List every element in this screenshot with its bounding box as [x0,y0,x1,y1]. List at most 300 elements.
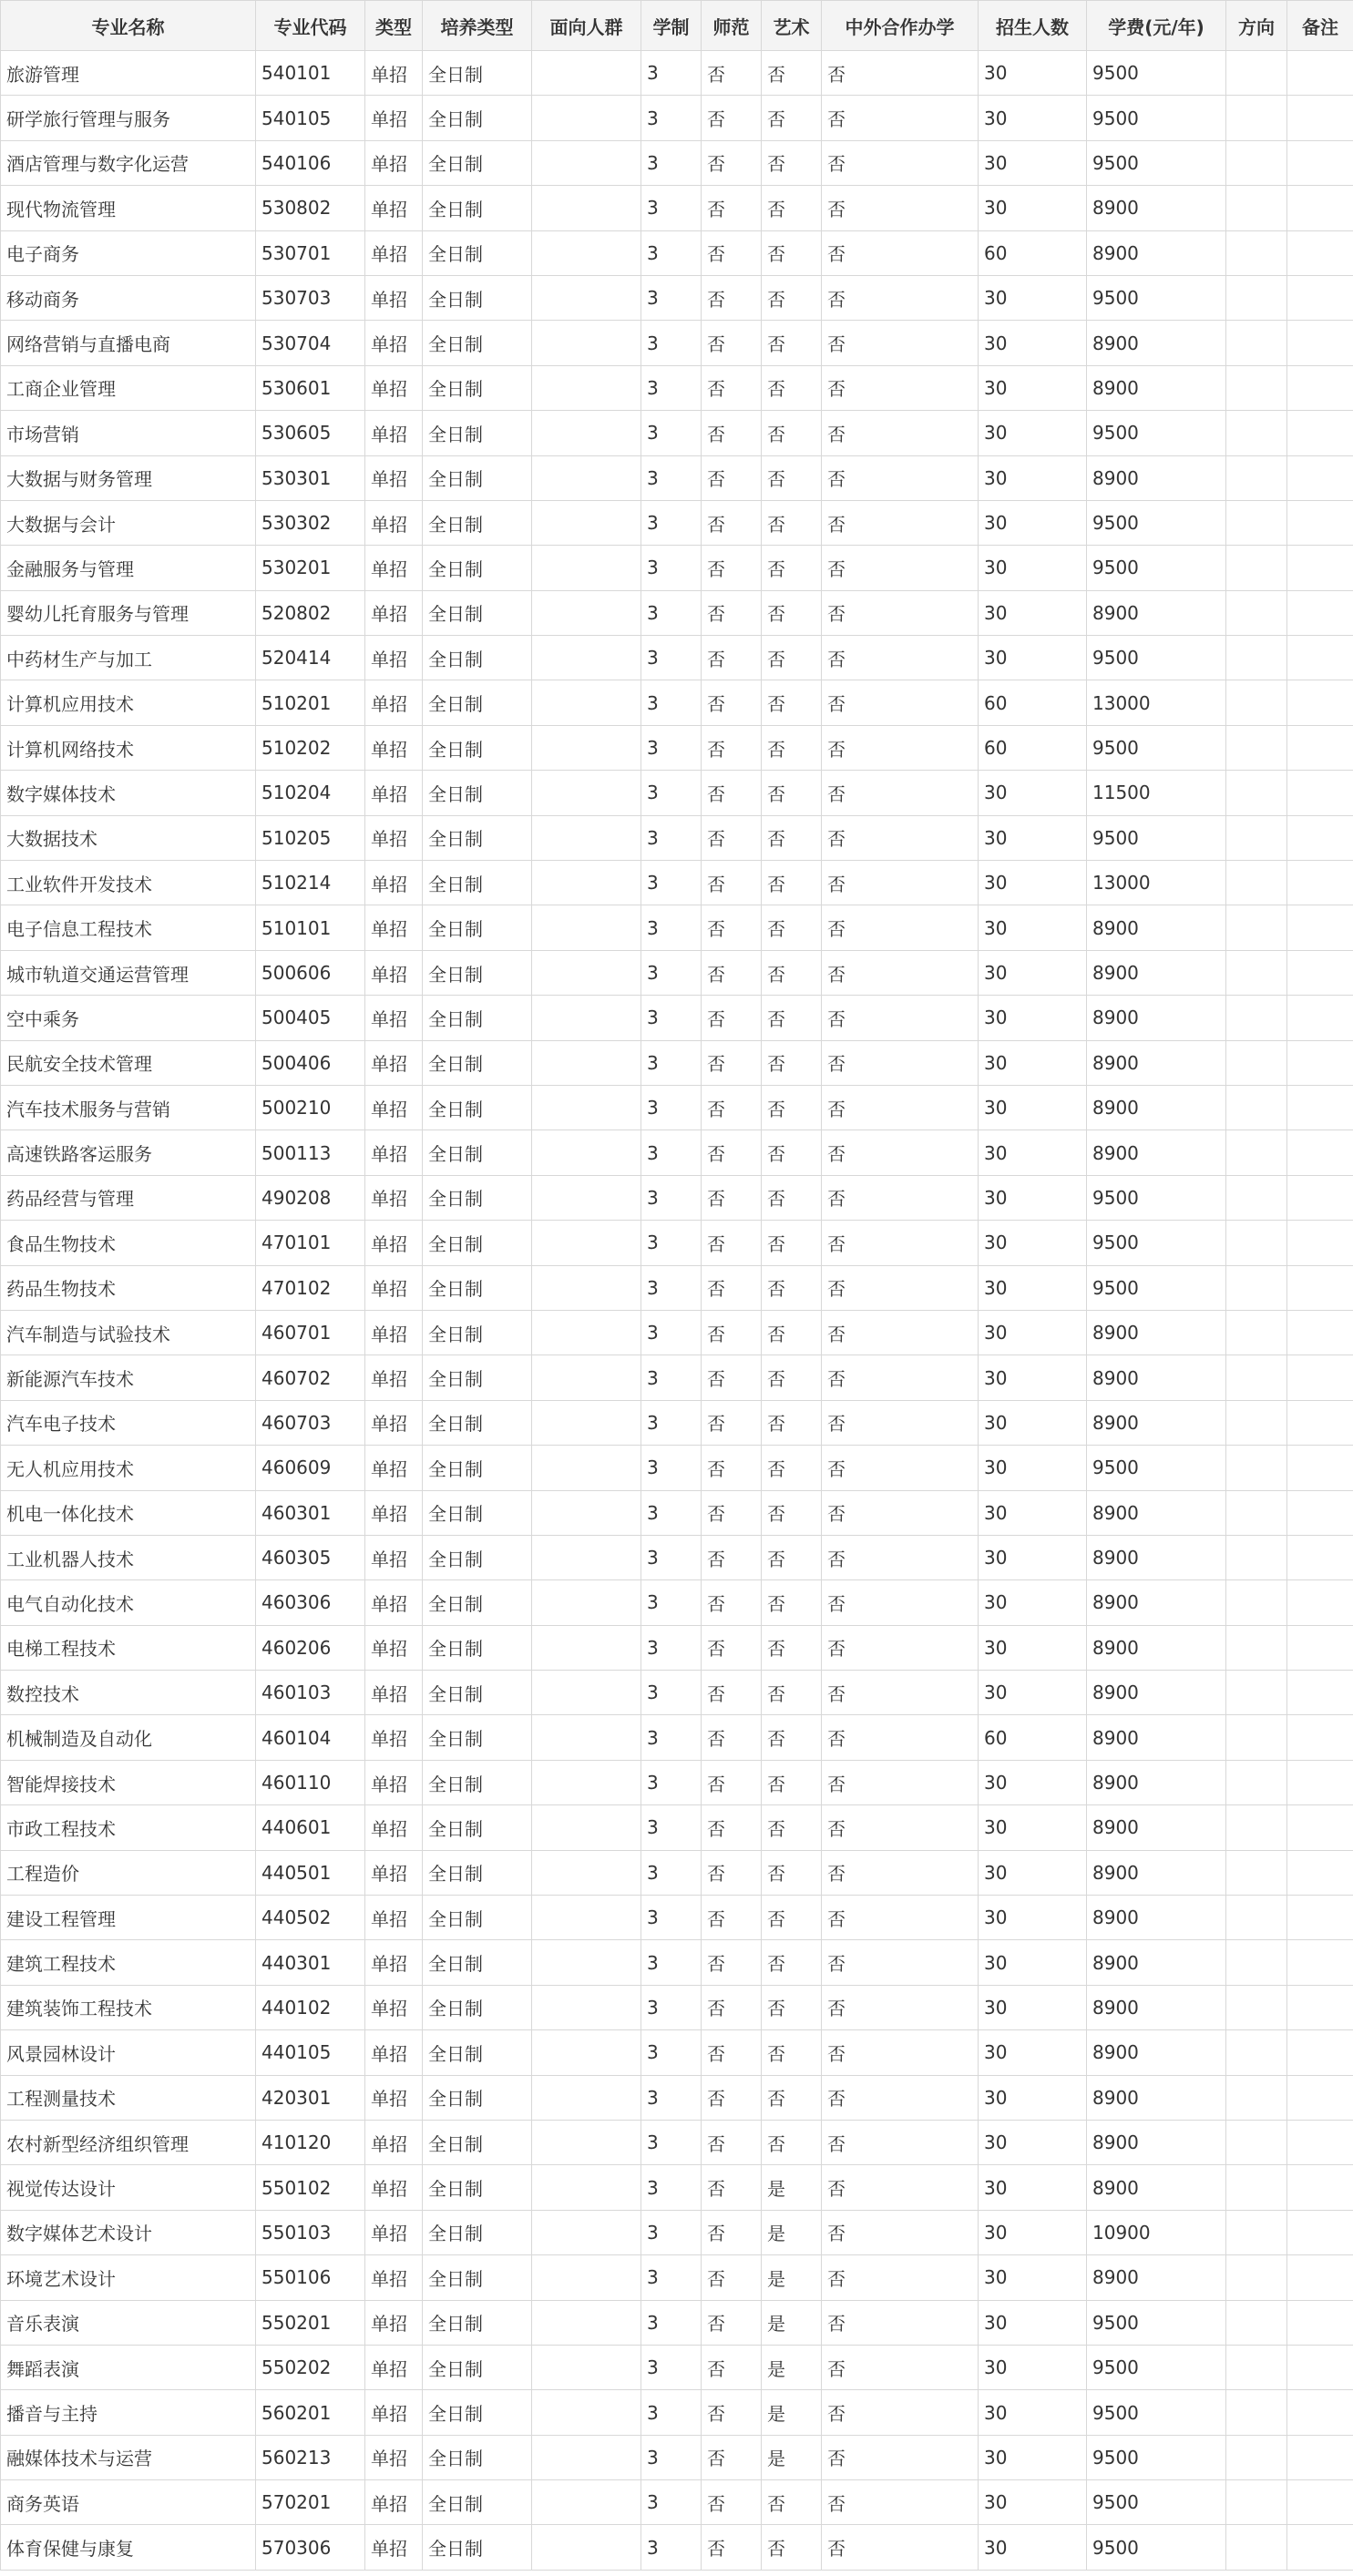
cell-duration: 3 [641,1715,702,1760]
cell-type: 单招 [365,725,423,770]
cell-remarks [1287,1850,1353,1895]
table-row [1,1400,1353,1445]
cell-joint-program: 否 [822,1760,979,1804]
cell-direction [1226,186,1287,230]
cell-art: 否 [762,1085,822,1130]
cell-art: 否 [762,1535,822,1579]
header-enrollment: 招生人数 [979,1,1087,51]
cell-direction [1226,1896,1287,1940]
cell-direction [1226,140,1287,185]
cell-tuition: 8900 [1087,1130,1226,1175]
cell-training-type: 全日制 [423,1850,532,1895]
cell-tuition: 9500 [1087,2435,1226,2479]
cell-training-type: 全日制 [423,1310,532,1354]
cell-remarks [1287,1760,1353,1804]
cell-joint-program: 否 [822,230,979,275]
cell-tuition: 9500 [1087,275,1226,320]
cell-duration: 3 [641,186,702,230]
cell-tuition: 8900 [1087,2255,1226,2300]
cell-art: 否 [762,590,822,635]
cell-direction [1226,1130,1287,1175]
cell-duration: 3 [641,2300,702,2345]
cell-type: 单招 [365,1985,423,2029]
table-row [1,2390,1353,2435]
cell-remarks [1287,1535,1353,1579]
cell-training-type: 全日制 [423,140,532,185]
cell-major-code: 460609 [256,1446,365,1490]
cell-remarks [1287,1130,1353,1175]
cell-major-name: 工程造价 [1,1850,256,1895]
cell-target-group [532,186,641,230]
cell-training-type: 全日制 [423,2390,532,2435]
cell-major-code: 530802 [256,186,365,230]
cell-enrollment: 30 [979,51,1087,96]
cell-type: 单招 [365,1850,423,1895]
cell-normal: 否 [702,1535,762,1579]
cell-major-code: 460103 [256,1671,365,1715]
cell-training-type: 全日制 [423,861,532,905]
cell-enrollment: 30 [979,275,1087,320]
cell-major-code: 500406 [256,1040,365,1085]
cell-duration: 3 [641,2345,702,2389]
cell-enrollment: 30 [979,186,1087,230]
header-training-type: 培养类型 [423,1,532,51]
cell-remarks [1287,680,1353,725]
cell-type: 单招 [365,1940,423,1985]
cell-major-name: 商务英语 [1,2480,256,2525]
cell-major-name: 建筑工程技术 [1,1940,256,1985]
cell-direction [1226,2345,1287,2389]
cell-enrollment: 30 [979,1265,1087,1310]
cell-major-code: 530301 [256,455,365,500]
cell-major-name: 体育保健与康复 [1,2525,256,2570]
cell-remarks [1287,1490,1353,1535]
cell-major-code: 550102 [256,2165,365,2210]
cell-type: 单招 [365,2390,423,2435]
cell-type: 单招 [365,2210,423,2254]
cell-joint-program: 否 [822,771,979,815]
cell-enrollment: 30 [979,815,1087,860]
cell-joint-program: 否 [822,950,979,995]
cell-normal: 否 [702,1985,762,2029]
cell-joint-program: 否 [822,1175,979,1220]
cell-major-name: 计算机应用技术 [1,680,256,725]
cell-type: 单招 [365,2300,423,2345]
table-row [1,2210,1353,2254]
cell-normal: 否 [702,861,762,905]
cell-tuition: 9500 [1087,1175,1226,1220]
cell-direction [1226,2480,1287,2525]
cell-major-code: 550103 [256,2210,365,2254]
cell-tuition: 9500 [1087,2300,1226,2345]
cell-art: 否 [762,1671,822,1715]
cell-direction [1226,636,1287,680]
cell-direction [1226,500,1287,545]
cell-training-type: 全日制 [423,2165,532,2210]
cell-direction [1226,1221,1287,1265]
cell-enrollment: 30 [979,2480,1087,2525]
cell-remarks [1287,1355,1353,1400]
cell-training-type: 全日制 [423,1040,532,1085]
cell-tuition: 8900 [1087,1850,1226,1895]
cell-major-code: 550106 [256,2255,365,2300]
cell-target-group [532,1760,641,1804]
cell-major-code: 510204 [256,771,365,815]
cell-target-group [532,321,641,365]
cell-major-name: 工程测量技术 [1,2075,256,2120]
cell-joint-program: 否 [822,1850,979,1895]
cell-major-name: 机械制造及自动化 [1,1715,256,1760]
cell-direction [1226,725,1287,770]
cell-direction [1226,1760,1287,1804]
cell-enrollment: 30 [979,1940,1087,1985]
cell-major-name: 播音与主持 [1,2390,256,2435]
cell-type: 单招 [365,1085,423,1130]
cell-training-type: 全日制 [423,1715,532,1760]
cell-remarks [1287,771,1353,815]
cell-training-type: 全日制 [423,2120,532,2164]
cell-major-code: 540105 [256,96,365,140]
cell-normal: 否 [702,455,762,500]
cell-training-type: 全日制 [423,2480,532,2525]
cell-enrollment: 30 [979,546,1087,590]
cell-major-code: 440501 [256,1850,365,1895]
cell-art: 否 [762,2120,822,2164]
cell-direction [1226,411,1287,455]
cell-major-name: 工业机器人技术 [1,1535,256,1579]
cell-major-name: 计算机网络技术 [1,725,256,770]
cell-major-code: 470102 [256,1265,365,1310]
cell-enrollment: 30 [979,1580,1087,1625]
cell-major-code: 440502 [256,1896,365,1940]
cell-tuition: 8900 [1087,1355,1226,1400]
cell-direction [1226,815,1287,860]
cell-target-group [532,1355,641,1400]
cell-tuition: 8900 [1087,186,1226,230]
cell-direction [1226,1805,1287,1850]
cell-direction [1226,996,1287,1040]
table-row [1,2300,1353,2345]
cell-joint-program: 否 [822,1896,979,1940]
cell-enrollment: 30 [979,2030,1087,2075]
cell-duration: 3 [641,1175,702,1220]
cell-remarks [1287,905,1353,950]
cell-remarks [1287,1896,1353,1940]
cell-joint-program: 否 [822,1535,979,1579]
cell-major-name: 旅游管理 [1,51,256,96]
cell-training-type: 全日制 [423,905,532,950]
cell-major-name: 汽车制造与试验技术 [1,1310,256,1354]
cell-target-group [532,2120,641,2164]
cell-art: 否 [762,455,822,500]
table-row [1,140,1353,185]
cell-art: 是 [762,2390,822,2435]
cell-tuition: 8900 [1087,1580,1226,1625]
cell-art: 否 [762,1490,822,1535]
cell-remarks [1287,186,1353,230]
cell-major-code: 510214 [256,861,365,905]
cell-target-group [532,2390,641,2435]
table-row [1,725,1353,770]
cell-direction [1226,590,1287,635]
cell-remarks [1287,2255,1353,2300]
cell-enrollment: 30 [979,1985,1087,2029]
cell-joint-program: 否 [822,1400,979,1445]
cell-direction [1226,230,1287,275]
table-row [1,2255,1353,2300]
cell-training-type: 全日制 [423,275,532,320]
cell-major-code: 540101 [256,51,365,96]
cell-remarks [1287,275,1353,320]
cell-training-type: 全日制 [423,1580,532,1625]
cell-direction [1226,2300,1287,2345]
cell-remarks [1287,1040,1353,1085]
cell-enrollment: 30 [979,996,1087,1040]
cell-major-name: 音乐表演 [1,2300,256,2345]
cell-enrollment: 30 [979,1671,1087,1715]
cell-training-type: 全日制 [423,2210,532,2254]
cell-target-group [532,636,641,680]
cell-remarks [1287,51,1353,96]
cell-normal: 否 [702,725,762,770]
cell-major-code: 440601 [256,1805,365,1850]
cell-type: 单招 [365,1490,423,1535]
cell-direction [1226,2210,1287,2254]
cell-normal: 否 [702,1490,762,1535]
cell-art: 否 [762,1805,822,1850]
cell-tuition: 9500 [1087,1265,1226,1310]
cell-major-code: 560213 [256,2435,365,2479]
cell-normal: 否 [702,1310,762,1354]
cell-major-name: 移动商务 [1,275,256,320]
cell-major-code: 490208 [256,1175,365,1220]
table-row [1,636,1353,680]
cell-target-group [532,1221,641,1265]
cell-joint-program: 否 [822,365,979,410]
cell-major-name: 舞蹈表演 [1,2345,256,2389]
cell-major-name: 市场营销 [1,411,256,455]
cell-normal: 否 [702,1265,762,1310]
header-duration: 学制 [641,1,702,51]
cell-tuition: 8900 [1087,1490,1226,1535]
cell-training-type: 全日制 [423,51,532,96]
cell-duration: 3 [641,680,702,725]
cell-joint-program: 否 [822,1221,979,1265]
cell-art: 否 [762,1400,822,1445]
cell-enrollment: 60 [979,680,1087,725]
cell-tuition: 9500 [1087,51,1226,96]
cell-tuition: 8900 [1087,365,1226,410]
cell-direction [1226,2525,1287,2570]
table-row [1,500,1353,545]
cell-major-name: 高速铁路客运服务 [1,1130,256,1175]
cell-art: 是 [762,2345,822,2389]
cell-remarks [1287,546,1353,590]
cell-tuition: 9500 [1087,96,1226,140]
cell-tuition: 8900 [1087,230,1226,275]
cell-target-group [532,680,641,725]
cell-major-code: 520414 [256,636,365,680]
cell-tuition: 13000 [1087,861,1226,905]
cell-enrollment: 30 [979,140,1087,185]
table-row [1,1040,1353,1085]
cell-duration: 3 [641,275,702,320]
cell-major-code: 470101 [256,1221,365,1265]
header-remarks: 备注 [1287,1,1353,51]
cell-training-type: 全日制 [423,96,532,140]
cell-joint-program: 否 [822,455,979,500]
cell-remarks [1287,1221,1353,1265]
cell-duration: 3 [641,950,702,995]
cell-enrollment: 30 [979,1760,1087,1804]
cell-normal: 否 [702,51,762,96]
cell-art: 是 [762,2210,822,2254]
cell-art: 否 [762,321,822,365]
cell-art: 否 [762,996,822,1040]
cell-joint-program: 否 [822,2165,979,2210]
cell-normal: 否 [702,1085,762,1130]
header-major-code: 专业代码 [256,1,365,51]
cell-art: 否 [762,2075,822,2120]
cell-art: 否 [762,1850,822,1895]
cell-art: 否 [762,1221,822,1265]
cell-training-type: 全日制 [423,230,532,275]
cell-normal: 否 [702,1400,762,1445]
cell-joint-program: 否 [822,2075,979,2120]
cell-major-name: 视觉传达设计 [1,2165,256,2210]
cell-tuition: 9500 [1087,1446,1226,1490]
cell-duration: 3 [641,1085,702,1130]
cell-art: 否 [762,905,822,950]
cell-type: 单招 [365,186,423,230]
cell-joint-program: 否 [822,1671,979,1715]
cell-duration: 3 [641,815,702,860]
cell-joint-program: 否 [822,1805,979,1850]
cell-enrollment: 30 [979,2390,1087,2435]
cell-joint-program: 否 [822,1130,979,1175]
cell-target-group [532,1625,641,1670]
cell-major-code: 410120 [256,2120,365,2164]
cell-major-code: 530605 [256,411,365,455]
cell-major-name: 工业软件开发技术 [1,861,256,905]
cell-major-name: 食品生物技术 [1,1221,256,1265]
table-row [1,2075,1353,2120]
cell-tuition: 9500 [1087,636,1226,680]
cell-major-code: 510202 [256,725,365,770]
cell-target-group [532,2210,641,2254]
cell-tuition: 8900 [1087,1040,1226,1085]
header-direction: 方向 [1226,1,1287,51]
cell-art: 否 [762,1446,822,1490]
cell-type: 单招 [365,2525,423,2570]
cell-training-type: 全日制 [423,1760,532,1804]
cell-training-type: 全日制 [423,1625,532,1670]
cell-major-name: 大数据与会计 [1,500,256,545]
cell-type: 单招 [365,1310,423,1354]
cell-duration: 3 [641,771,702,815]
cell-tuition: 9500 [1087,2525,1226,2570]
cell-art: 否 [762,1985,822,2029]
cell-art: 否 [762,1896,822,1940]
cell-major-name: 新能源汽车技术 [1,1355,256,1400]
table-row [1,2030,1353,2075]
cell-major-name: 空中乘务 [1,996,256,1040]
cell-major-code: 560201 [256,2390,365,2435]
cell-duration: 3 [641,51,702,96]
cell-remarks [1287,2480,1353,2525]
cell-joint-program: 否 [822,186,979,230]
cell-joint-program: 否 [822,96,979,140]
cell-art: 否 [762,1265,822,1310]
cell-training-type: 全日制 [423,1175,532,1220]
cell-major-code: 500210 [256,1085,365,1130]
cell-major-name: 大数据技术 [1,815,256,860]
cell-target-group [532,1896,641,1940]
cell-major-code: 530703 [256,275,365,320]
cell-major-code: 520802 [256,590,365,635]
cell-art: 否 [762,1040,822,1085]
cell-joint-program: 否 [822,996,979,1040]
cell-target-group [532,455,641,500]
cell-normal: 否 [702,1896,762,1940]
cell-enrollment: 30 [979,1175,1087,1220]
cell-type: 单招 [365,2030,423,2075]
cell-duration: 3 [641,1625,702,1670]
cell-major-name: 酒店管理与数字化运营 [1,140,256,185]
cell-joint-program: 否 [822,2255,979,2300]
table-row [1,2345,1353,2389]
cell-normal: 否 [702,411,762,455]
cell-training-type: 全日制 [423,1490,532,1535]
cell-type: 单招 [365,2075,423,2120]
cell-type: 单招 [365,861,423,905]
cell-art: 是 [762,2300,822,2345]
cell-direction [1226,1940,1287,1985]
cell-art: 否 [762,1625,822,1670]
cell-type: 单招 [365,1175,423,1220]
cell-normal: 否 [702,2210,762,2254]
cell-enrollment: 30 [979,905,1087,950]
cell-tuition: 8900 [1087,1310,1226,1354]
cell-type: 单招 [365,455,423,500]
cell-type: 单招 [365,815,423,860]
cell-major-code: 530302 [256,500,365,545]
cell-training-type: 全日制 [423,1446,532,1490]
cell-art: 否 [762,1715,822,1760]
cell-direction [1226,1580,1287,1625]
cell-direction [1226,1535,1287,1579]
cell-direction [1226,861,1287,905]
cell-tuition: 8900 [1087,455,1226,500]
cell-remarks [1287,1265,1353,1310]
cell-duration: 3 [641,1940,702,1985]
cell-training-type: 全日制 [423,1085,532,1130]
cell-enrollment: 30 [979,1040,1087,1085]
cell-type: 单招 [365,771,423,815]
cell-remarks [1287,500,1353,545]
cell-duration: 3 [641,2435,702,2479]
cell-joint-program: 否 [822,2030,979,2075]
cell-normal: 否 [702,905,762,950]
cell-type: 单招 [365,96,423,140]
cell-duration: 3 [641,1760,702,1804]
cell-target-group [532,140,641,185]
cell-major-name: 电子商务 [1,230,256,275]
cell-training-type: 全日制 [423,2300,532,2345]
cell-art: 否 [762,51,822,96]
cell-remarks [1287,2435,1353,2479]
cell-normal: 否 [702,2165,762,2210]
